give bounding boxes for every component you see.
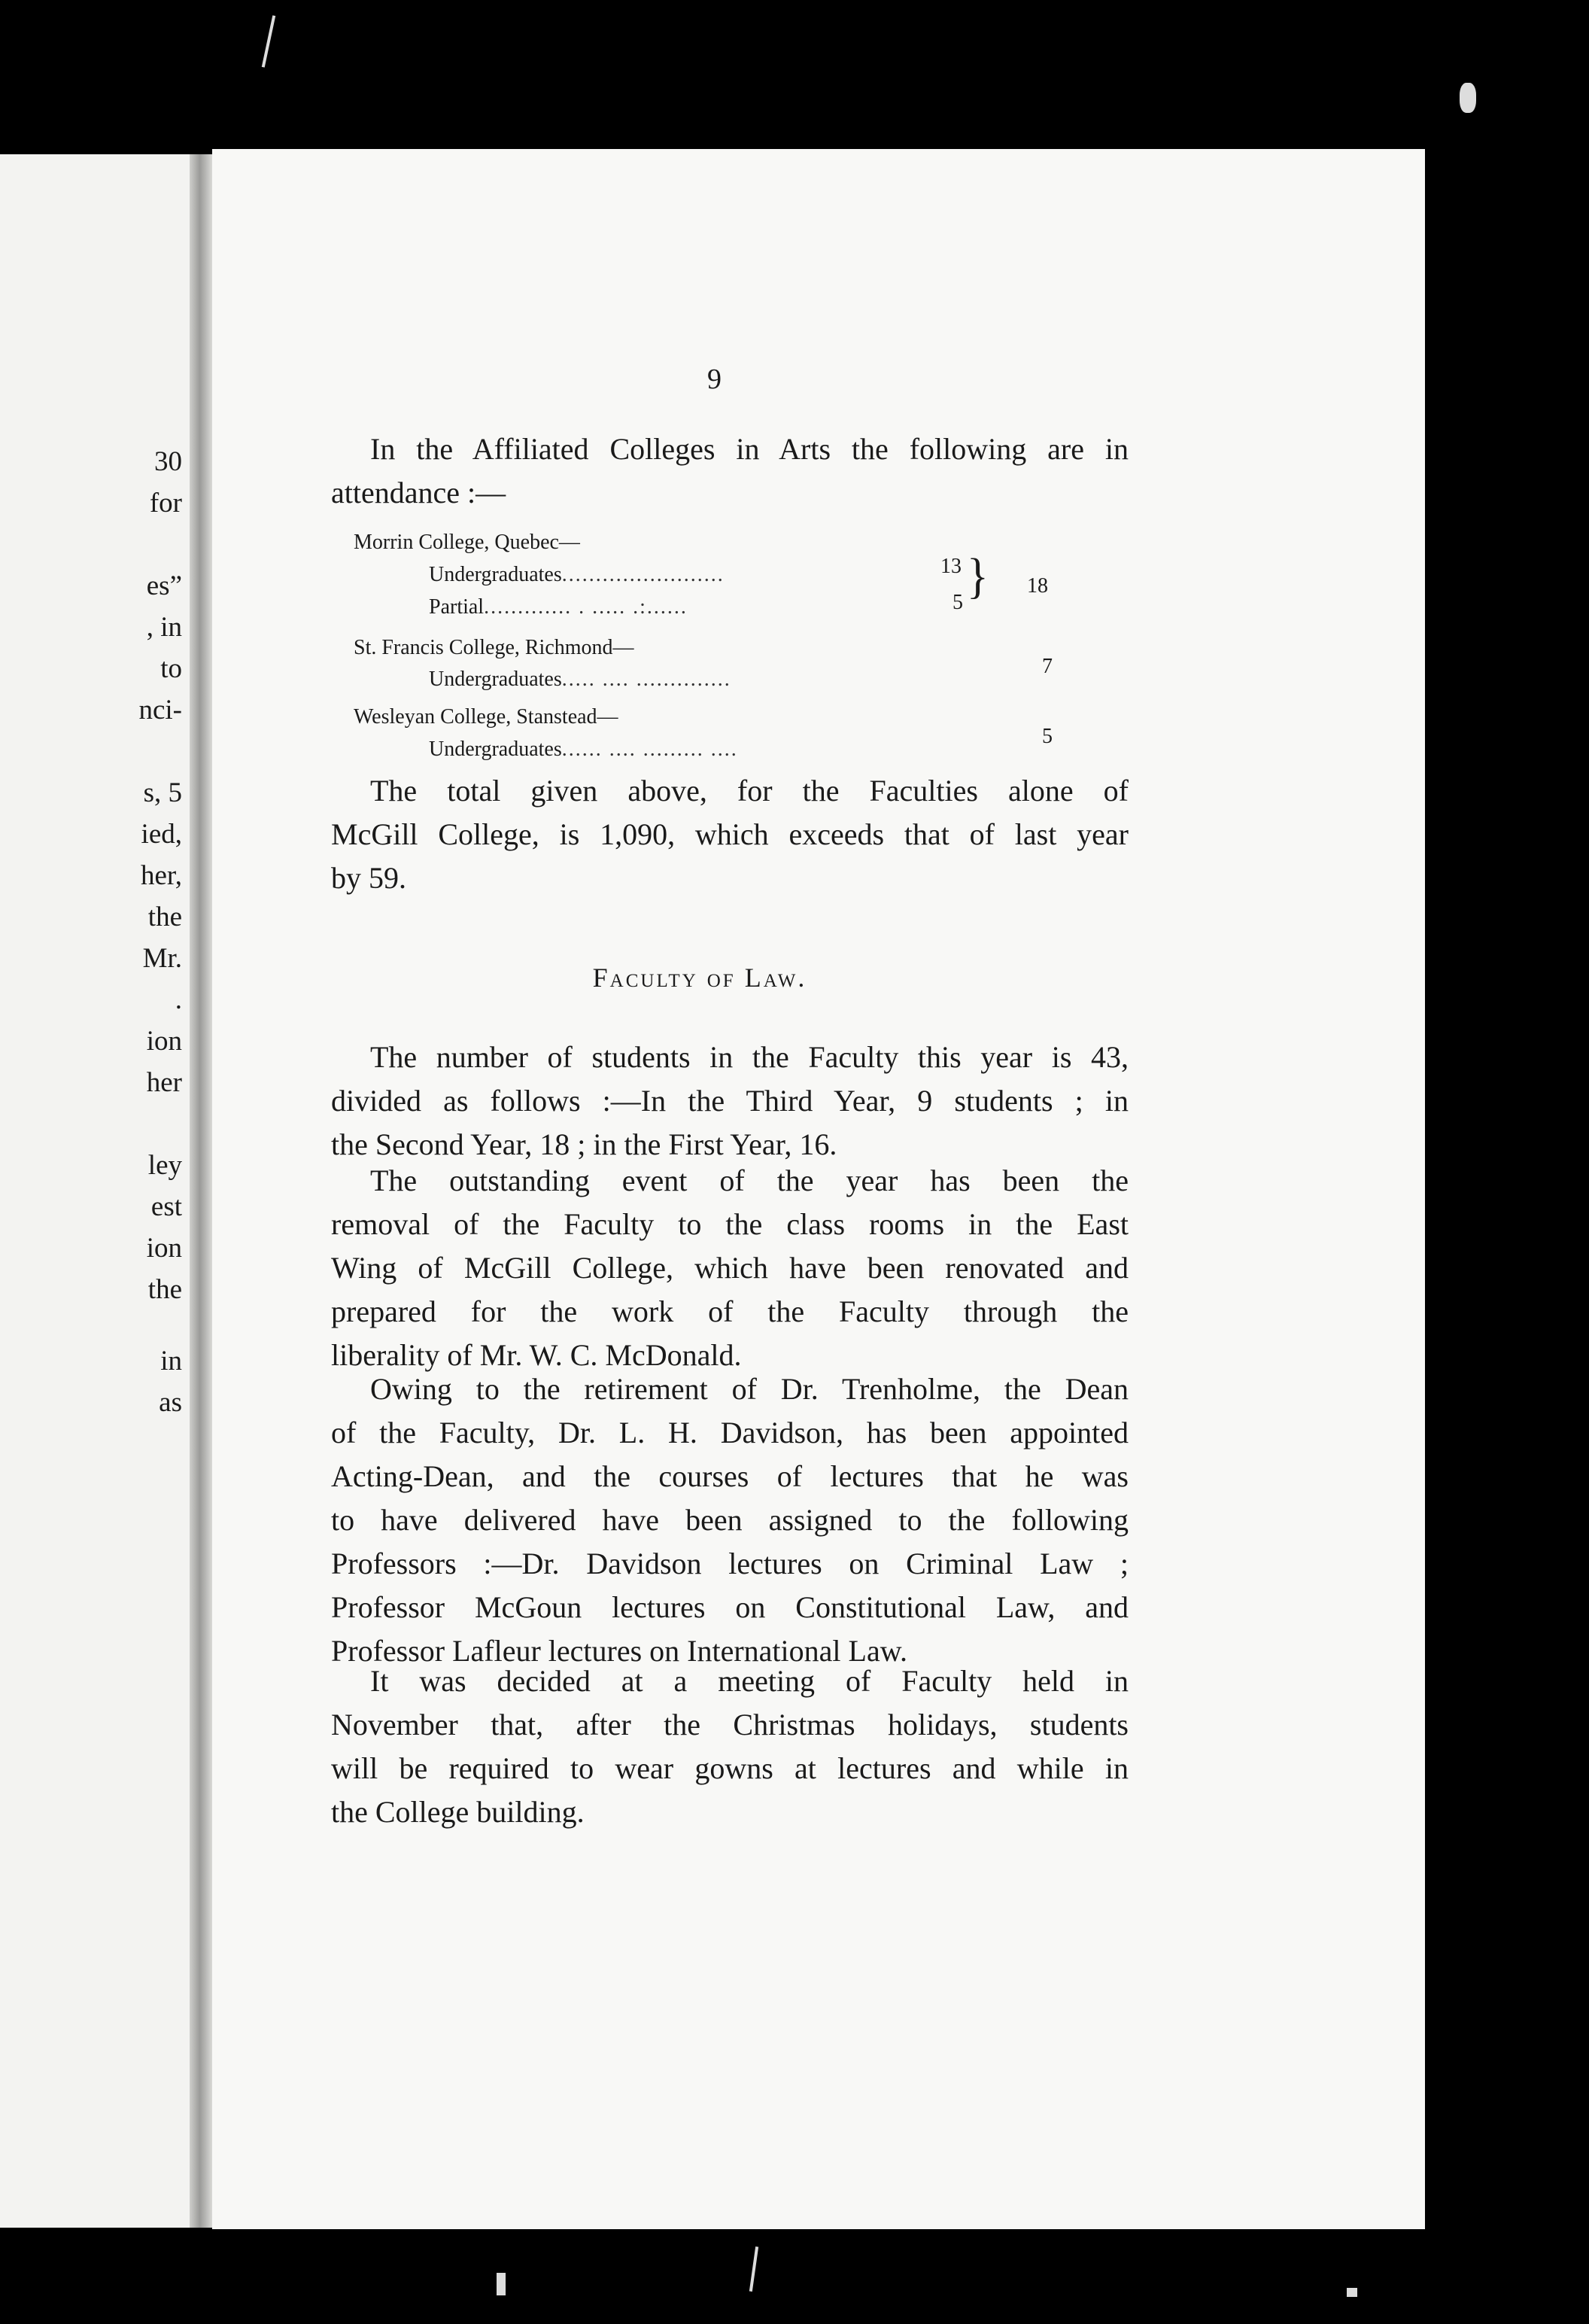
college-total: 18 [1027, 574, 1048, 598]
row-label: Undergraduates [429, 668, 562, 691]
text-line: removal of the Faculty to the class rooms in the East [331, 1207, 1129, 1241]
leader-dots: ........................ [561, 563, 725, 586]
book-gutter [190, 154, 212, 2228]
text-line: prepared for the work of the Faculty through the [331, 1294, 1129, 1328]
text-line: McGill College, is 1,090, which exceeds that of last year [331, 817, 1129, 851]
paragraph-students [331, 1036, 1129, 1167]
left-fragment: ion [146, 1233, 182, 1264]
left-fragment: ley [147, 1150, 182, 1181]
left-fragment: nci- [138, 695, 182, 725]
paragraph-gowns [331, 1659, 1129, 1834]
text-line: Wing of McGill College, which have been renovated and [331, 1251, 1129, 1285]
college-name: Morrin College, Quebec— [354, 531, 580, 554]
paragraph-appointments [331, 1367, 1129, 1673]
left-facing-page [0, 154, 190, 2228]
scan-speck [1347, 2288, 1357, 2297]
text-line: The total given above, for the Faculties alone of [370, 774, 1129, 808]
text-line: divided as follows :—In the Third Year, 9 students ; in [331, 1084, 1129, 1118]
text-line: of the Faculty, Dr. L. H. Davidson, has been appointed [331, 1416, 1129, 1449]
row-value: 5 [952, 591, 963, 614]
row-label: Partial [429, 595, 485, 619]
left-fragment: for [149, 488, 182, 519]
text-line: attendance :— [331, 476, 506, 510]
scan-speck [497, 2273, 506, 2295]
table-row [429, 563, 1272, 587]
text-line: Acting-Dean, and the courses of lectures that he was [331, 1459, 1129, 1493]
left-fragment: s, 5 [143, 777, 182, 808]
text-line: the College building. [331, 1795, 585, 1829]
text-line: liberality of Mr. W. C. McDonald. [331, 1338, 742, 1372]
scan-speck [262, 15, 275, 67]
scan-speck [749, 2246, 758, 2292]
total-paragraph [331, 769, 1129, 900]
row-label: Undergraduates [429, 563, 562, 586]
table-row [429, 738, 1272, 762]
college-name: St. Francis College, Richmond— [354, 636, 634, 659]
left-fragment: in [160, 1346, 182, 1376]
left-fragment: ion [146, 1026, 182, 1057]
paragraph-removal [331, 1159, 1129, 1377]
left-fragment: ied, [141, 819, 182, 850]
college-total: 7 [1042, 655, 1053, 678]
college-total: 5 [1042, 725, 1053, 748]
text-line: The number of students in the Faculty this year is 43, [370, 1040, 1129, 1074]
left-fragment: es” [146, 570, 182, 601]
leader-dots: ............. . ..... .:...... [484, 595, 688, 619]
left-fragment: her, [140, 860, 182, 891]
text-line: the Second Year, 18 ; in the First Year, 16. [331, 1127, 837, 1161]
text-line: Professor McGoun lectures on Constitutional Law, and [331, 1590, 1129, 1624]
brace-mark: } [967, 548, 989, 604]
row-value: 13 [940, 555, 962, 578]
page-number: 9 [707, 364, 722, 395]
text-line: In the Affiliated Colleges in Arts the following are in [370, 432, 1129, 466]
text-line: Professors :—Dr. Davidson lectures on Criminal Law ; [331, 1547, 1129, 1580]
left-fragment: to [160, 653, 182, 684]
left-fragment: the [147, 902, 182, 932]
text-line: Owing to the retirement of Dr. Trenholme, the Dean [370, 1372, 1129, 1406]
text-line: will be required to wear gowns at lectures and while in [331, 1751, 1129, 1785]
left-fragment: , in [146, 612, 182, 643]
left-fragment: 30 [154, 446, 182, 477]
table-row [429, 668, 1272, 692]
text-line: to have delivered have been assigned to the following [331, 1503, 1129, 1537]
text-line: Professor Lafleur lectures on International Law. [331, 1634, 907, 1668]
table-row [429, 595, 1272, 619]
intro-paragraph [331, 427, 1129, 515]
left-fragment: as [159, 1387, 182, 1418]
left-fragment: est [150, 1191, 182, 1222]
leader-dots: ..... .... .............. [561, 668, 731, 691]
text-line: It was decided at a meeting of Faculty held in [370, 1664, 1129, 1698]
section-heading: Faculty of Law. [592, 963, 807, 993]
left-fragment: Mr. [142, 943, 182, 974]
scan-speck [1460, 83, 1476, 113]
text-line: by 59. [331, 861, 406, 895]
leader-dots: ...... .... ......... .... [561, 738, 738, 761]
left-fragment: her [146, 1067, 182, 1098]
row-label: Undergraduates [429, 738, 562, 761]
left-fragment: . [175, 984, 182, 1015]
text-line: November that, after the Christmas holidays, students [331, 1708, 1129, 1741]
left-fragment: the [147, 1274, 182, 1305]
college-name: Wesleyan College, Stanstead— [354, 705, 618, 729]
text-line: The outstanding event of the year has been the [370, 1164, 1129, 1197]
